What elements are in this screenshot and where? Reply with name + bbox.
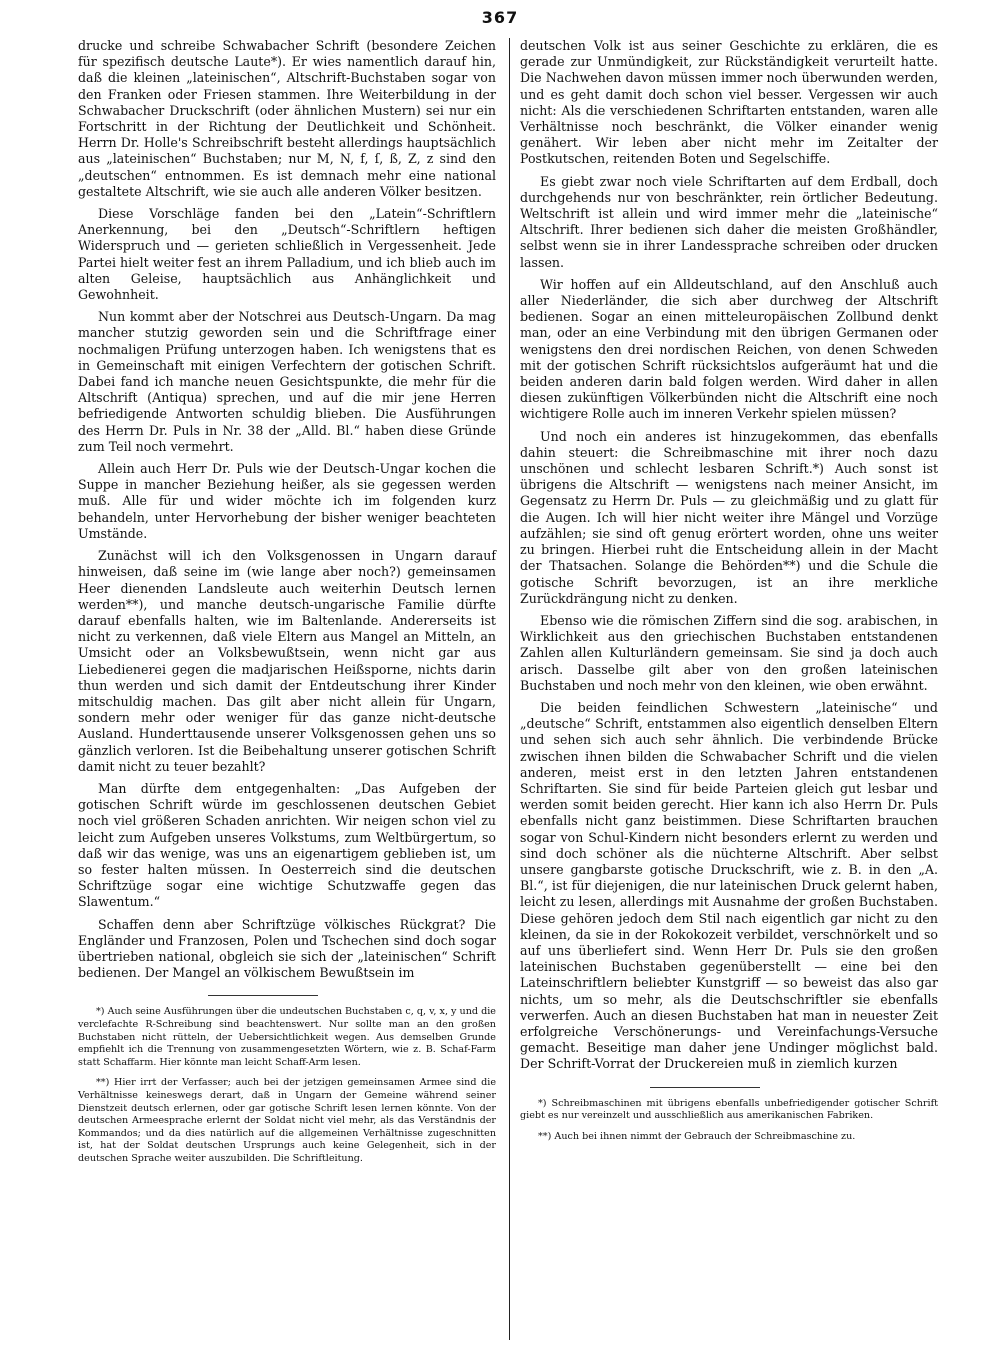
column-divider <box>509 38 510 1340</box>
paragraph: Die beiden feindlichen Schwestern „lateinische“ und „deutsche“ Schrift, entstammen also eigentlich denselben Eltern und sehen sich auch sehr ähnlich. Die verbindende Brücke zwischen ihnen bilden die Schwabacher Schrift und die vielen anderen, meist erst in den letzten Jahren entstandenen Schriftarten. Sie sind für beide Parteien gleich gut lesbar und werden somit beiden gerecht. Hier kann ich also Herrn Dr. Puls ebenfalls nicht ganz beistimmen. Diese Schriftarten brauchen sogar von Schul-Kindern nicht besonders erlernt zu werden und sind doch schöner als die nüchterne Altschrift. Aber selbst unsere gangbarste gotische Druckschrift, wie z. B. in den „A. Bl.“, ist für diejenigen, die nur lateinischen Druck gelernt haben, leicht zu lesen, allerdings mit Ausnahme der großen Buchstaben. Diese gehören jedoch dem Stil nach eigentlich gar nicht zu den kleinen, da sie in der Rokokozeit verbildet, verschnörkelt und so auf uns überliefert sind. Wenn Herr Dr. Puls sie den großen lateinischen Buchstaben gegenüberstellt — eine bei den Lateinschriftlern beliebter Kunstgriff — so beweist das also gar nichts, um so mehr, als die Deutschschriftler sie ebenfalls verwerfen. Auch an diesen Buchstaben hat man in neuester Zeit erfolgreiche Verschönerungs- und Vereinfachungs-Versuche gemacht. Beseitige man daher jene Undinger möglichst bald. Der Schrift-Vorrat der Druckereien muß in ziemlich kurzen <box>520 699 938 1072</box>
paragraph: Allein auch Herr Dr. Puls wie der Deutsch-Ungar kochen die Suppe in mancher Beziehung heißer, als sie gegessen werden muß. Alle für und wider möchte ich im folgenden kurz behandeln, unter Hervorhebung der bisher weniger beachteten Umstände. <box>78 461 496 541</box>
footnote-divider <box>650 1087 760 1088</box>
left-column <box>78 38 496 1166</box>
paragraph: Zunächst will ich den Volksgenossen in Ungarn darauf hinweisen, daß seine im (wie lange aber noch?) gemeinsamen Heer dienenden Landsleute auch weiterhin Deutsch lernen werden**), und manche deutsch-ungarische Familie dürfte darauf ebenfalls halten, wie im Baltenlande. Andererseits ist nicht zu verkennen, daß viele Eltern aus Mangel an Mitteln, an Umsicht oder an Volksbewußtsein, wenn nicht gar aus Liebedienerei gegen die madjarischen Heißsporne, nichts darin thun werden und sich damit der Entdeutschung ihrer Kinder mitschuldig machen. Das gilt aber nicht allein für Ungarn, sondern mehr oder weniger für das ganze nicht-deutsche Ausland. Hunderttausende unserer Volksgenossen gehen uns so gänzlich verloren. Ist die Beibehaltung unserer gotischen Schrift damit nicht zu teuer bezahlt? <box>78 548 496 774</box>
paragraph: Es giebt zwar noch viele Schriftarten auf dem Erdball, doch durchgehends nur von beschränkter, rein örtlicher Bedeutung. Weltschrift ist allein und wird immer mehr die „lateinische“ Altschrift. Ihrer bedienen sich daher die meisten Großhändler, selbst wenn sie in ihrer Landessprache schreiben oder drucken lassen. <box>520 173 938 270</box>
paragraph: Schaffen denn aber Schriftzüge völkisches Rückgrat? Die Engländer und Franzosen, Polen und Tschechen sind doch sogar übertrieben national, obgleich sie sich der „lateinischen“ Schrift bedienen. Der Mangel an völkischem Bewußtsein im <box>78 916 496 981</box>
paragraph: Nun kommt aber der Notschrei aus Deutsch-Ungarn. Da mag mancher stutzig geworden sein und die Schriftfrage einer nochmaligen Prüfung unterzogen haben. Ich wenigstens that es in Gemeinschaft mit einigen Verfechtern der gotischen Schrift. Dabei fand ich manche neuen Gesichtspunkte, die mehr für die Altschrift (Antiqua) sprechen, und auf die mir jene Herren befriedigende Antworten schuldig blieben. Die Ausführungen des Herrn Dr. Puls in Nr. 38 der „Alld. Bl.“ haben diese Gründe zum Teil noch vermehrt. <box>78 309 496 454</box>
footnote-divider <box>208 995 318 996</box>
paragraph: Ebenso wie die römischen Ziffern sind die sog. arabischen, in Wirklichkeit aus den griechischen Buchstaben entstandenen Zahlen allen Kulturländern gemeinsam. Sie sind ja doch auch arisch. Dasselbe gilt aber von den großen lateinischen Buchstaben und noch mehr von den kleinen, wie oben erwähnt. <box>520 612 938 693</box>
paragraph: Wir hoffen auf ein Alldeutschland, auf den Anschluß auch aller Niederländer, die sich aber durchweg der Altschrift bedienen. Sogar an einen mitteleuropäischen Zollbund denkt man, oder an eine Verbindung mit den übrigen Germanen oder wenigstens den drei nordischen Reichen, von denen Schweden mit der gotischen Schrift rücksichtslos aufgeräumt hat und die beiden anderen darin bald folgen werden. Wird daher in allen diesen zukünftigen Völkerbünden nicht die Altschrift eine noch wichtigere Rolle auch im inneren Verkehr spielen müssen? <box>520 276 938 422</box>
footnote: *) Schreibmaschinen mit übrigens ebenfalls unbefriedigender gotischer Schrift giebt es nur vereinzelt und ausschließlich aus amerikanischen Fabriken. <box>520 1097 938 1122</box>
footnote: *) Auch seine Ausführungen über die undeutschen Buchstaben c, q, v, x, y und die verclefachte R-Schreibung sind beachtenswert. Nur sollte man an den großen Buchstaben nicht rütteln, der Uebersichtlichkeit wegen. Aus demselben Grunde empfiehlt ich die Trennung von zusammengesetzten Wörtern, wie z. B. Schaf-Farm statt Schaffarm. Hier könnte man leicht Schaff-Arm lesen. <box>78 1006 496 1068</box>
paragraph: drucke und schreibe Schwabacher Schrift (besondere Zeichen für spezifisch deutsche Laute*). Er wies namentlich darauf hin, daß die kleinen „lateinischen“, Altschrift-Buchstaben sogar von den Franken oder Friesen stammen. Ihre Weiterbildung in der Schwabacher Druckschrift (oder ähnlichen Mustern) sei nur ein Fortschritt in der Richtung der Deutlichkeit und Schönheit. Herrn Dr. Holle's Schreibschrift besteht allerdings hauptsächlich aus „lateinischen“ Buchstaben; nur M, N, f, ſ, ß, Z, z sind den „deutschen“ entnommen. Es ist demnach mehr eine national gestaltete Altschrift, wie sie auch alle anderen Völker besitzen. <box>78 38 496 199</box>
paragraph: Und noch ein anderes ist hinzugekommen, das ebenfalls dahin steuert: die Schreibmaschine mit ihrer noch dazu unschönen und schlecht lesbaren Schrift.*) Auch sonst ist übrigens die Altschrift — wenigstens nach meiner Ansicht, im Gegensatz zu Herrn Dr. Puls — zu gleichmäßig und zu glatt für die Augen. Ich will hier nicht weiter ihre Mängel und Vorzüge aufzählen; sie sind oft genug erörtert worden, ohne uns weiter zu bringen. Hierbei ruht die Entscheidung allein in der Macht der Thatsachen. Solange die Behörden**) und die Schule die gotische Schrift bevorzugen, ist an ihre merkliche Zurückdrängung nicht zu denken. <box>520 428 938 606</box>
paragraph: Diese Vorschläge fanden bei den „Latein“-Schriftlern Anerkennung, bei den „Deutsch“-Schriftlern heftigen Widerspruch und — gerieten schließlich in Vergessenheit. Jede Partei hielt weiter fest an ihrem Palladium, und ich blieb auch im alten Geleise, hauptsächlich aus Anhänglichkeit und Gewohnheit. <box>78 206 496 303</box>
footnote: **) Auch bei ihnen nimmt der Gebrauch der Schreibmaschine zu. <box>538 1130 856 1142</box>
paragraph: Man dürfte dem entgegenhalten: „Das Aufgeben der gotischen Schrift würde im geschlossenen deutschen Gebiet noch viel größeren Schaden anrichten. Wir neigen schon viel zu leicht zum Aufgeben unseres Volkstums, zum Weltbürgertum, so daß wir das wenige, was uns an eigenartigem geblieben ist, um so fester halten müssen. In Oesterreich sind die deutschen Schriftzüge sogar eine wichtige Schutzwaffe gegen das Slawentum.“ <box>78 780 496 910</box>
page-number: 367 <box>481 8 519 27</box>
footnote: **) Hier irrt der Verfasser; auch bei der jetzigen gemeinsamen Armee sind die Verhältnisse keineswegs derart, daß in Ungarn der Gemeine während seiner Dienstzeit deutsch erlernen, oder gar gotische Schrift lesen lernen könnte. Von der deutschen Armeesprache erlernt der Soldat nicht viel mehr, als das Verständnis der Kommandos; und da dies natürlich auf die allgemeinen Verhältnisse zugeschnitten ist, hat der Soldat deutschen Ursprungs auch keine Gelegenheit, sich in der deutschen Sprache weiter auszubilden. Die Schriftleitung. <box>78 1077 496 1164</box>
right-column <box>520 38 938 1143</box>
paragraph: deutschen Volk ist aus seiner Geschichte zu erklären, die es gerade zur Unmündigkeit, zur Rückständigkeit verurteilt hatte. Die Nachwehen davon müssen immer noch überwunden werden, und es geht damit doch schon viel besser. Vergessen wir auch nicht: Als die verschiedenen Schriftarten entstanden, waren alle Verhältnisse noch beschränkt, die Völker einander wenig genähert. Wir leben aber nicht mehr im Zeitalter der Postkutschen, reitenden Boten und Segelschiffe. <box>520 38 938 167</box>
